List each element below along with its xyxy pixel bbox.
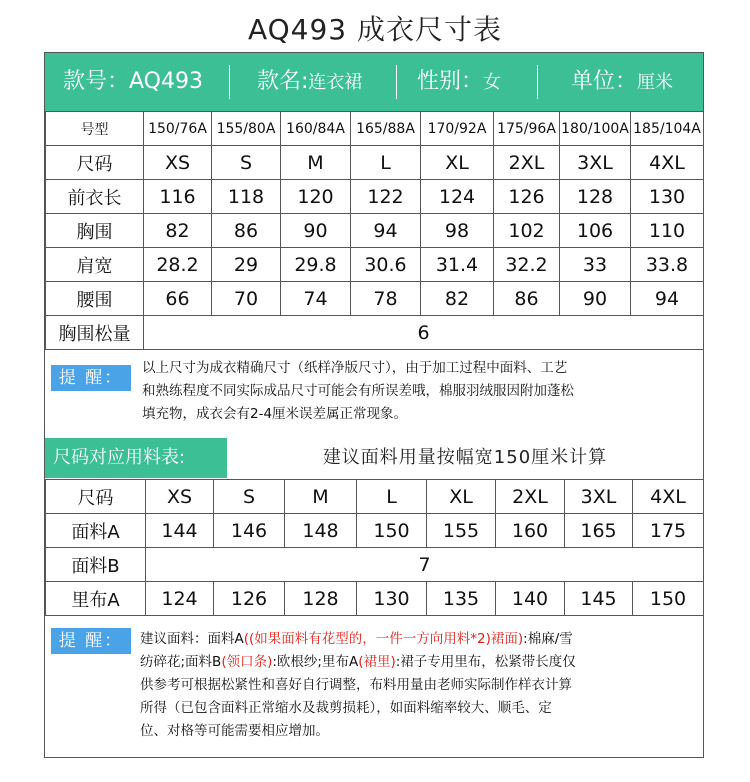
table-cell: 78: [351, 282, 421, 316]
header-divider: [537, 65, 538, 99]
note-text: :欧根纱;里布A: [272, 654, 359, 670]
note-highlight: (领口条): [221, 654, 273, 670]
note-line: 填充物，成衣会有2-4厘米误差属正常现象。: [142, 406, 408, 422]
fabric-note-block: [45, 618, 703, 756]
table-cell: 135: [427, 582, 496, 616]
row-label: 尺码: [46, 146, 144, 180]
table-row: [46, 514, 704, 548]
reminder-badge: 提 醒：: [51, 365, 131, 391]
table-cell: 90: [281, 214, 351, 248]
note-block: [45, 353, 703, 437]
table-cell: 124: [421, 180, 494, 214]
table-cell: 148: [285, 514, 357, 548]
model-cell: 180/100A: [560, 112, 631, 146]
table-cell: 128: [285, 582, 357, 616]
table-cell: S: [212, 146, 281, 180]
note-line: 和熟练程度不同实际成品尺寸可能会有所误差哦，棉服羽绒服因附加蓬松: [142, 383, 574, 399]
table-cell: 110: [631, 214, 704, 248]
row-label: 号型: [46, 112, 144, 146]
note-highlight: (裙里): [358, 654, 396, 670]
note-line: 以上尺寸为成衣精确尺寸（纸样净版尺寸），由于加工过程中面料、工艺: [142, 360, 568, 376]
table-cell: 160: [496, 514, 565, 548]
table-cell: 130: [357, 582, 427, 616]
name-value: 连衣裙: [308, 72, 363, 93]
size-table: [45, 111, 704, 350]
row-label: 胸围松量: [46, 316, 144, 350]
table-cell: 165: [565, 514, 633, 548]
table-row: [46, 582, 704, 616]
table-cell: 4XL: [631, 146, 704, 180]
fabric-section-label: 尺码对应用料表:: [45, 438, 227, 478]
table-cell: 130: [631, 180, 704, 214]
table-cell: 2XL: [494, 146, 560, 180]
table-cell: L: [351, 146, 421, 180]
table-cell: 106: [560, 214, 631, 248]
row-label: 胸围: [46, 214, 144, 248]
table-cell: 82: [421, 282, 494, 316]
table-cell: S: [214, 480, 285, 514]
row-label: 肩宽: [46, 248, 144, 282]
table-cell: 31.4: [421, 248, 494, 282]
unit-value: 厘米: [637, 72, 674, 93]
table-cell: 116: [144, 180, 212, 214]
table-row: [46, 548, 704, 582]
table-cell: 175: [633, 514, 704, 548]
model-cell: 155/80A: [212, 112, 281, 146]
note-line: 位、对格等可能需要相应增加。: [140, 723, 329, 739]
reminder-badge: 提 醒：: [51, 628, 131, 654]
unit: [571, 53, 673, 111]
table-cell: 146: [214, 514, 285, 548]
model-cell: 160/84A: [281, 112, 351, 146]
table-cell: 33: [560, 248, 631, 282]
table-cell: 120: [281, 180, 351, 214]
table-cell: 86: [212, 214, 281, 248]
table-cell: 3XL: [565, 480, 633, 514]
model-cell: 170/92A: [421, 112, 494, 146]
row-label: 尺码: [46, 480, 146, 514]
table-cell: M: [285, 480, 357, 514]
table-cell: 126: [494, 180, 560, 214]
table-cell: XL: [427, 480, 496, 514]
table-cell: 102: [494, 214, 560, 248]
note-text: 纺碎花;面料B: [140, 654, 222, 670]
table-cell: 32.2: [494, 248, 560, 282]
table-cell: 66: [144, 282, 212, 316]
table-cell: 150: [357, 514, 427, 548]
table-cell: L: [357, 480, 427, 514]
table-cell: 94: [631, 282, 704, 316]
model-cell: 150/76A: [144, 112, 212, 146]
table-cell: 150: [633, 582, 704, 616]
note-highlight: ((如果面料有花型的，一件一方向用料*2)裙面): [243, 631, 524, 647]
table-row: [46, 112, 704, 146]
gender: [417, 53, 501, 111]
note-line: 供参考可根据松紧性和喜好自行调整，布料用量由老师实际制作样衣计算: [140, 677, 572, 693]
row-label: 面料B: [46, 548, 146, 582]
table-row: [46, 180, 704, 214]
table-cell: 33.8: [631, 248, 704, 282]
table-row: [46, 214, 704, 248]
table-cell: 82: [144, 214, 212, 248]
table-cell: 145: [565, 582, 633, 616]
note-line: [140, 628, 573, 651]
page-title: AQ493 成衣尺寸表: [247, 13, 503, 46]
table-cell: 144: [146, 514, 214, 548]
table-row: [46, 248, 704, 282]
table-cell: XS: [146, 480, 214, 514]
table-row: [46, 316, 704, 350]
table-cell: XL: [421, 146, 494, 180]
model-cell: 165/88A: [351, 112, 421, 146]
table-cell: 29.8: [281, 248, 351, 282]
table-cell: 128: [560, 180, 631, 214]
table-cell: 70: [212, 282, 281, 316]
row-label: 腰围: [46, 282, 144, 316]
note-text: 建议面料：面料A: [140, 631, 244, 647]
style-label: 款号：: [63, 69, 130, 94]
unit-label: 单位：: [571, 69, 638, 94]
table-cell: 124: [146, 582, 214, 616]
table-cell: 94: [351, 214, 421, 248]
style-name: [257, 53, 362, 111]
gender-label: 性别：: [417, 69, 484, 94]
table-cell: 2XL: [496, 480, 565, 514]
table-cell: 122: [351, 180, 421, 214]
table-row: [46, 480, 704, 514]
fabric-section-header: [45, 438, 703, 478]
table-cell: XS: [144, 146, 212, 180]
note-text: :裙子专用里布，松紧带长度仅: [395, 654, 576, 670]
model-cell: 185/104A: [631, 112, 704, 146]
row-label: 面料A: [46, 514, 146, 548]
model-cell: 175/96A: [494, 112, 560, 146]
name-label: 款名:: [257, 69, 309, 94]
header-divider: [229, 65, 230, 99]
table-cell: 3XL: [560, 146, 631, 180]
table-cell: 28.2: [144, 248, 212, 282]
row-label: 里布A: [46, 582, 146, 616]
gender-value: 女: [483, 72, 502, 93]
fabric-table: [45, 479, 704, 616]
note-line: 所得（已包含面料正常缩水及裁剪损耗），如面料缩率较大、顺毛、定: [140, 700, 552, 716]
fabric-width-note: 建议面料用量按幅宽150厘米计算: [322, 447, 608, 468]
note-text: :棉麻/雪: [523, 631, 573, 647]
table-cell: 29: [212, 248, 281, 282]
table-cell: 118: [212, 180, 281, 214]
table-cell: 140: [496, 582, 565, 616]
size-chart-frame: [44, 52, 704, 758]
ease-value: 6: [144, 316, 704, 350]
table-row: [46, 282, 704, 316]
table-cell: 4XL: [633, 480, 704, 514]
header-bar: [45, 53, 703, 111]
note-line: [140, 651, 576, 674]
table-cell: 86: [494, 282, 560, 316]
table-cell: M: [281, 146, 351, 180]
row-label: 前衣长: [46, 180, 144, 214]
table-cell: 98: [421, 214, 494, 248]
table-row: [46, 146, 704, 180]
header-divider: [396, 65, 397, 99]
table-cell: 126: [214, 582, 285, 616]
style-value: AQ493: [129, 69, 203, 94]
table-cell: 30.6: [351, 248, 421, 282]
fabric-b-value: 7: [146, 548, 704, 582]
style-number: [63, 53, 203, 111]
table-cell: 155: [427, 514, 496, 548]
table-cell: 74: [281, 282, 351, 316]
table-cell: 90: [560, 282, 631, 316]
